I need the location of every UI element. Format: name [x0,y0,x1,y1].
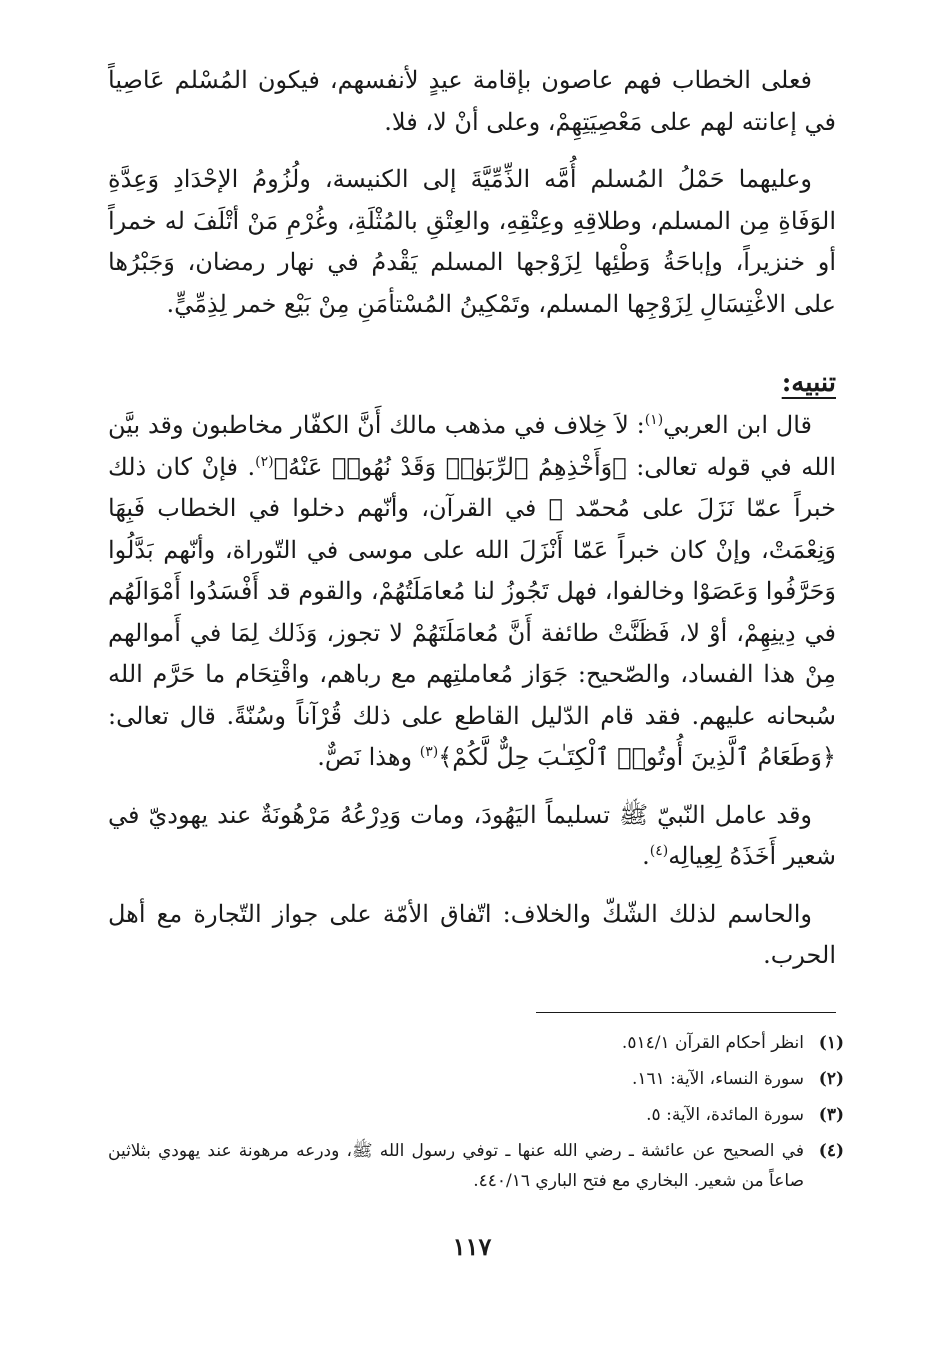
footnote-number: (٢) [818,1069,844,1089]
footnote-4 [108,1136,844,1196]
main-text [108,60,836,993]
footnote-ref-2: (٢) [255,453,274,470]
footnote-2 [108,1064,844,1094]
footnote-number: (٣) [818,1105,844,1125]
footnote-number: (٤) [818,1141,844,1161]
footnote-divider [536,1012,836,1013]
paragraph-4 [108,795,836,878]
footnote-ref-1: (١) [644,412,664,428]
section-heading: تنبيه: [781,368,836,398]
paragraph-5: والحاسم لذلك الشّكّ والخلاف: اتّفاق الأمّة على جواز التّجارة مع أهل الحرب. [108,899,836,969]
footnote-ref-4: (٤) [649,843,669,859]
paragraph-1: فعلى الخطاب فهم عاصون بإقامة عيدٍ لأنفسهم، فيكون المُسْلم عَاصِياً في إعانته لهم على مَعْصِيَتِهِمْ، وعلى أنْ لا، فلا. [108,66,836,136]
p4-text-b: . [642,842,650,870]
footnote-3 [108,1100,844,1130]
footnote-1 [108,1028,844,1058]
footnote-text: سورة النساء، الآية: ١٦١. [631,1069,804,1089]
footnotes [108,1028,844,1202]
footnote-ref-3: (٣) [419,744,439,760]
p3-text-a: قال ابن العربي [663,411,812,439]
footnote-text: انظر أحكام القرآن ٥١٤/١. [621,1033,804,1053]
page-number: ١١٧ [452,1232,492,1261]
footnote-text: في الصحيح عن عائشة ـ رضي الله عنها ـ توفي رسول الله ﷺ، ودرعه مرهونة عند يهودي بثلاثين صاعاً من شعير. البخاري مع فتح الباري ٤٤٠/١٦. [108,1141,804,1191]
footnote-number: (١) [818,1033,844,1053]
footnote-text: سورة المائدة، الآية: ٥. [646,1105,804,1125]
p4-text-a: وقد عامل النّبيّ ﷺ تسليماً اليَهُودَ، ومات وَدِرْعُهُ مَرْهُونَةٌ عند يهوديّ في شعير أَخَذَهُ لِعِيالِه [108,800,836,870]
paragraph-3 [108,405,836,779]
p3-text-c: . فإنْ كان ذلك خبراً عمّا نَزَلَ على مُحمّد ﷺ في القرآن، وأنّهم دخلوا في الخطاب فَبِهَا وَنِعْمَتْ، وإنْ كان خبراً عَمّا أَنْزَلَ الله على موسى في التّوراة، وأنّهم بَدَّلُوا وَحَرَّفُوا وَعَصَوْا وخالفوا، فهل تَجُوزُ لنا مُعامَلَتُهُمْ، والقوم قد أَفْسَدُوا أَمْوَالَهُم في دِينِهِمْ، أوْ لا، فَظَنَّتْ طائفة أَنَّ مُعامَلَتَهُمْ لا تجوز، وَذَلك لِمَا في أَموالهم مِنْ هذا الفساد، والصّحيح: جَوَاز مُعاملتِهم مع رباهم، واقْتِحَام ما حَرَّم الله سُبحانه عليهم. فقد قام الدّليل القاطع على ذلك قُرْآناً وسُنّةً. قال تعالى: ﴿وَطَعَامُ ٱلَّذِينَ أُوتُوا۟ ٱلْكِتَـٰبَ حِلٌّ لَّكُمْ﴾ [108,452,837,771]
p3-text-b: : لاَ خِلاف في مذهب مالك أَنَّ الكفّار مخاطبون وقد بيَّن الله في قوله تعالى: ﴿وَأَخْذِهِمُ ٱلرِّبَوٰا۟ وَقَدْ نُهُوا۟ عَنْهُ﴾ [108,411,837,481]
p3-text-d: وهذا نَصٌّ. [317,743,420,771]
paragraph-2: وعليهما حَمْلُ المُسلم أُمَّه الذِّمِّيَّةَ إلى الكنيسة، ولُزُومُ الإحْدَادِ وَعِدَّةِ الوَفَاةِ مِن المسلم، وطلاقِهِ وعِتْقِهِ، والعِتْقِ بالمُثْلَةِ، وغُرْمِ مَنْ أتْلَفَ له خمراً أو خنزيراً، وإباحَةُ وَطْئِها لِزَوْجها المسلم يَقْدمُ في نهار رمضان، وَجَبْرُها على الاغْتِسَالِ لِزَوْجِها المسلم، وتَمْكِينُ المُسْتأمَنِ مِنْ بَيْع خمر لِذِمِّيٍّ. [108,165,836,318]
